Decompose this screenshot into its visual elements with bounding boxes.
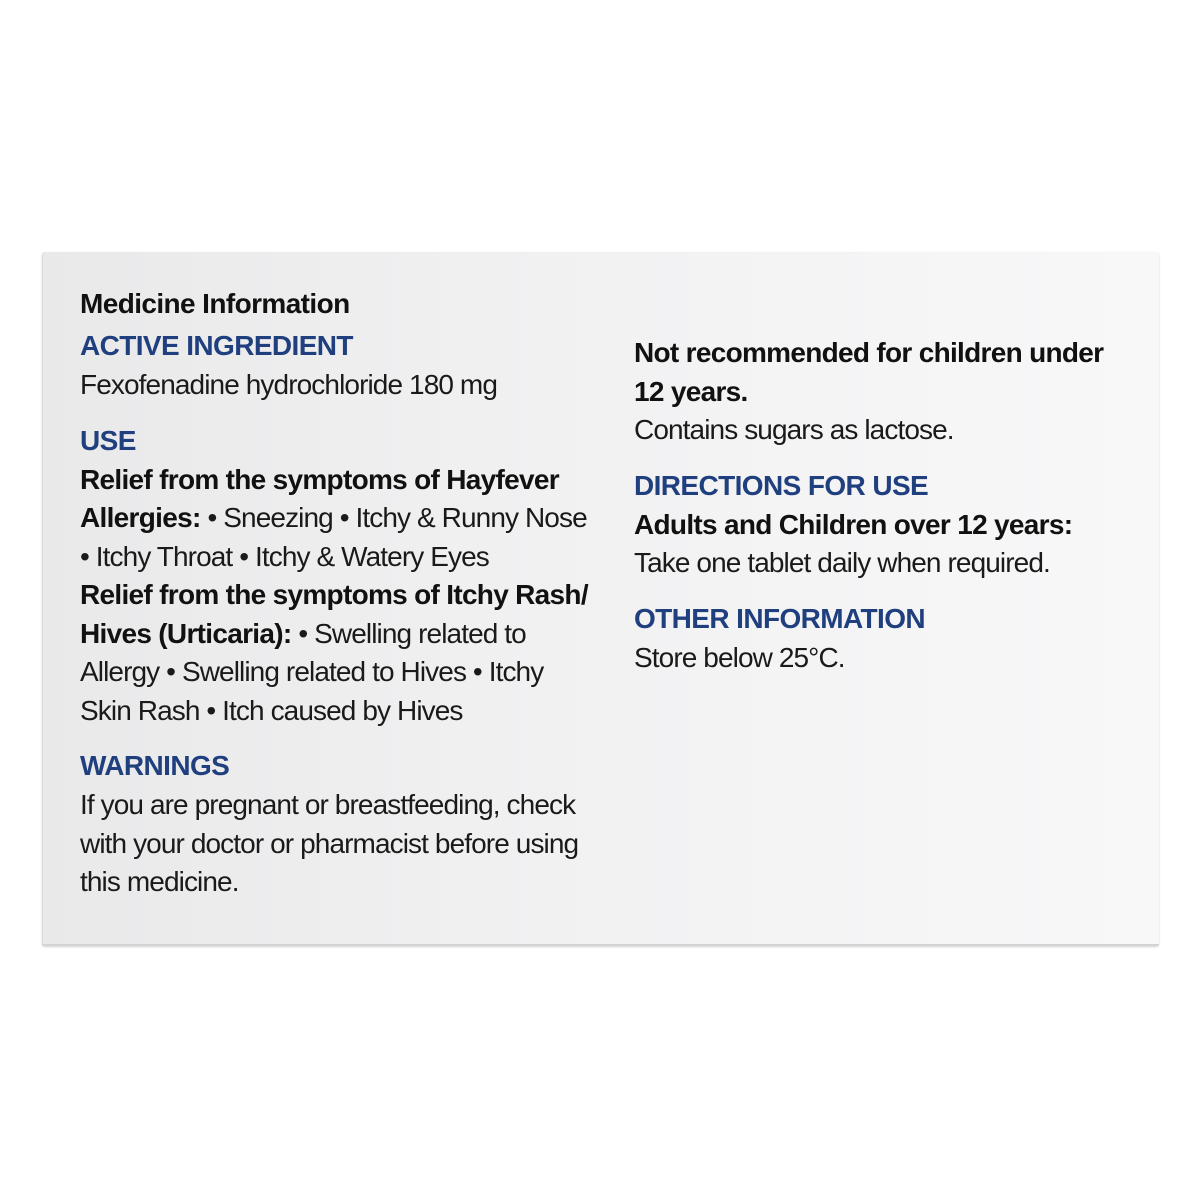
warnings-heading: WARNINGS xyxy=(80,750,230,781)
use-rash-line1: Relief from the symptoms of Itchy Rash/ xyxy=(80,579,588,610)
use-rash-line3: Allergy • Swelling related to Hives • Itchy xyxy=(80,656,544,687)
right-column xyxy=(634,334,1134,677)
active-ingredient-text: Fexofenadine hydrochloride 180 mg xyxy=(80,369,498,400)
use-hayfever-line2 xyxy=(80,499,610,538)
medicine-info-panel xyxy=(42,252,1159,946)
children-notice-line1: Not recommended for children under xyxy=(634,337,1104,368)
other-information-text: Store below 25°C. xyxy=(634,641,845,673)
directions-heading: DIRECTIONS FOR USE xyxy=(634,469,929,501)
lactose-notice: Contains sugars as lactose. xyxy=(634,414,954,445)
panel-title: Medicine Information xyxy=(80,288,350,319)
directions-subheading: Adults and Children over 12 years: xyxy=(634,508,1073,540)
use-rash-line2 xyxy=(80,615,610,654)
use-heading: USE xyxy=(80,424,136,456)
directions-text: Take one tablet daily when required. xyxy=(634,547,1050,578)
use-rash-label: Hives (Urticaria): xyxy=(80,617,292,649)
other-information-heading: OTHER INFORMATION xyxy=(634,602,926,634)
warnings-line2: with your doctor or pharmacist before using xyxy=(80,827,579,859)
use-rash-line4: Skin Rash • Itch caused by Hives xyxy=(80,694,463,726)
left-column xyxy=(80,284,610,902)
use-hayfever-line3: • Itchy Throat • Itchy & Watery Eyes xyxy=(80,540,489,572)
warnings-line1: If you are pregnant or breastfeeding, check xyxy=(80,789,576,820)
active-ingredient-heading: ACTIVE INGREDIENT xyxy=(80,330,353,361)
use-hayfever-symptoms: • Sneezing • Itchy & Runny Nose xyxy=(200,502,587,533)
children-notice-line2: 12 years. xyxy=(634,375,748,407)
warnings-line3: this medicine. xyxy=(80,866,239,897)
use-hayfever-label: Allergies: xyxy=(80,502,201,533)
use-rash-symptoms: • Swelling related to xyxy=(291,617,526,649)
use-hayfever-line1: Relief from the symptoms of Hayfever xyxy=(80,463,559,495)
